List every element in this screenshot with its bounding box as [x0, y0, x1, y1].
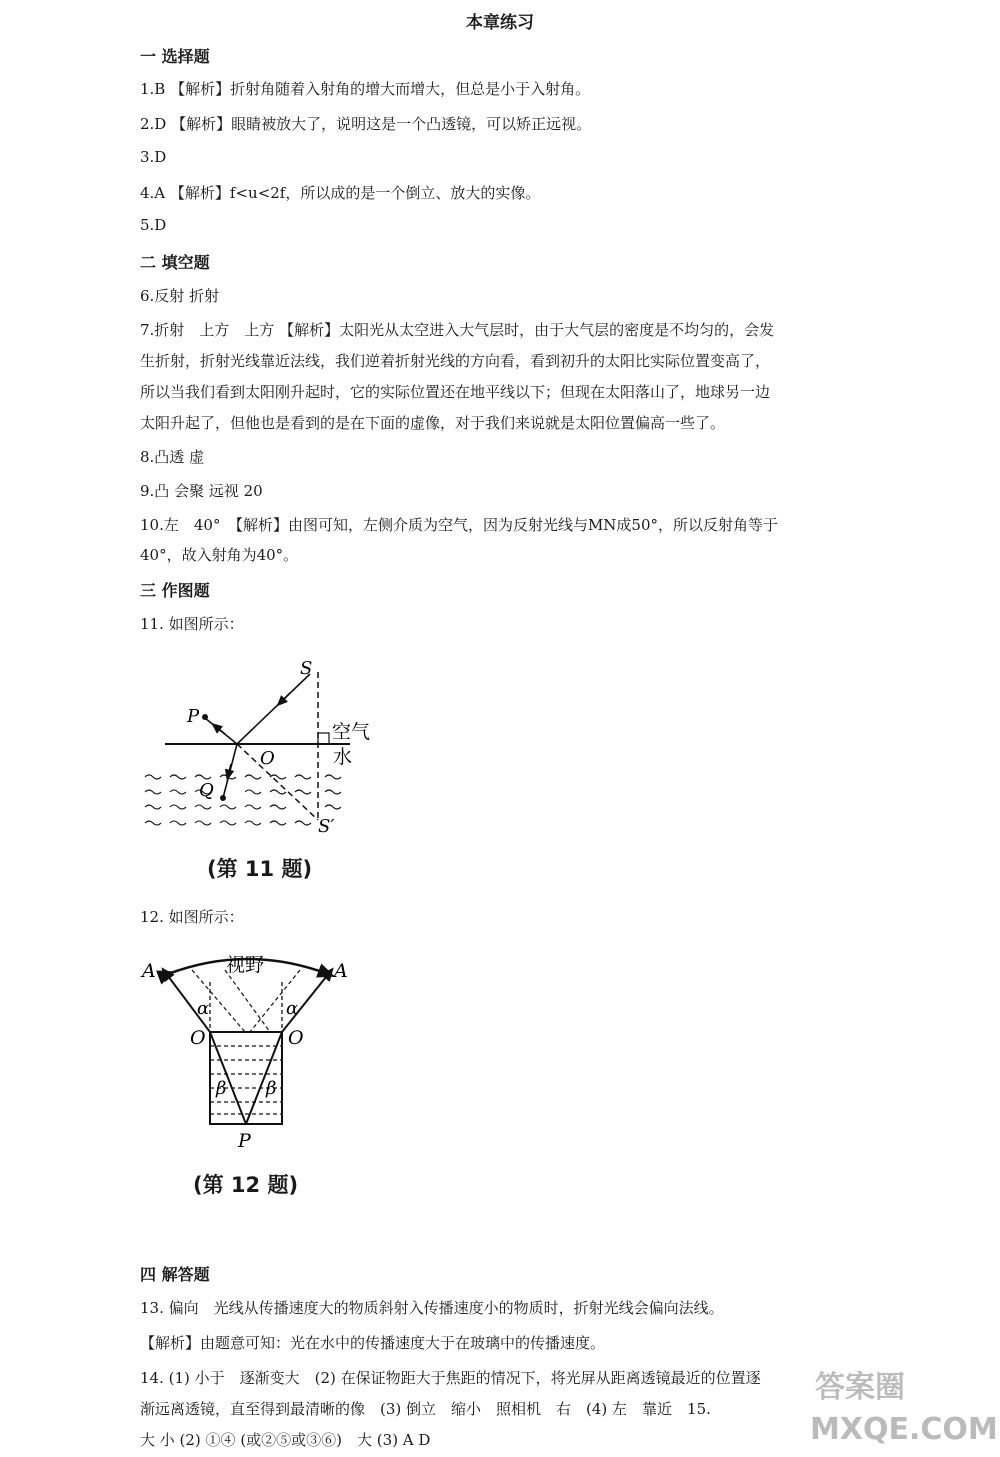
label-S: S	[300, 658, 313, 679]
section-heading-drawing: 三 作图题	[140, 581, 210, 600]
answer-line: 12. 如图所示：	[140, 908, 244, 926]
answer-line: 大 小 (2) ①④ (或②⑤或③⑥) 大 (3) A D	[140, 1431, 431, 1449]
label-alpha-right: α	[286, 998, 299, 1019]
label-P: P	[238, 1130, 251, 1152]
virtual-ray-dashed	[237, 744, 318, 820]
figure-12-diagram	[130, 950, 370, 1160]
answer-line: 所以当我们看到太阳刚升起时，它的实际位置还在地平线以下；但现在太阳落山了，地球另一边	[140, 383, 771, 401]
label-A-left: A	[142, 960, 156, 982]
figure-11-diagram	[140, 650, 380, 840]
answer-line: 渐远离透镜，直至得到最清晰的像 (3) 倒立 缩小 照相机 右 (4) 左 靠近 15.	[140, 1400, 711, 1418]
answer-line: 1.B 【解析】折射角随着入射角的增大而增大，但总是小于入射角。	[140, 80, 591, 98]
answer-line: 7.折射 上方 上方 【解析】太阳光从太空进入大气层时，由于大气层的密度是不均匀的，会发	[140, 321, 775, 339]
answer-line: 2.D 【解析】眼睛被放大了，说明这是一个凸透镜，可以矫正远视。	[140, 115, 592, 133]
answer-line: 3.D	[140, 148, 167, 166]
label-beta-left: β	[216, 1078, 227, 1099]
figure-12-caption: (第 12 题)	[193, 1173, 299, 1197]
label-alpha-left: α	[197, 998, 210, 1019]
incident-ray	[237, 674, 310, 744]
answer-line: 【解析】由题意可知：光在水中的传播速度大于在玻璃中的传播速度。	[140, 1334, 606, 1352]
page-title: 本章练习	[466, 13, 534, 33]
watermark-logo: 答案圈	[815, 1370, 905, 1405]
answer-line: 9.凸 会聚 远视 20	[140, 482, 263, 500]
label-O-right: O	[288, 1027, 304, 1049]
right-angle-mark	[318, 733, 329, 744]
answer-line: 5.D	[140, 216, 167, 234]
figure-11-caption: (第 11 题)	[207, 857, 313, 881]
answer-line: 40°，故入射角为40°。	[140, 546, 299, 564]
label-A-right: A	[334, 960, 348, 982]
label-O: O	[260, 748, 275, 769]
answer-line: 生折射，折射光线靠近法线，我们逆着折射光线的方向看，看到初升的太阳比实际位置变高了，	[140, 352, 771, 370]
incident-arrow	[280, 693, 290, 703]
section-heading-fill: 二 填空题	[140, 253, 210, 272]
label-Q: Q	[199, 780, 214, 801]
label-O-left: O	[190, 1027, 206, 1049]
answer-line: 13. 偏向 光线从传播速度大的物质斜射入传播速度小的物质时，折射光线会偏向法线。	[140, 1299, 724, 1317]
watermark-url: MXQE.COM	[810, 1412, 998, 1447]
answer-line: 8.凸透 虚	[140, 448, 205, 466]
answer-line: 11. 如图所示：	[140, 615, 244, 633]
label-beta-right: β	[266, 1078, 277, 1099]
label-S-prime: S′	[318, 816, 335, 837]
label-view: 视野	[226, 954, 265, 976]
label-water: 水	[333, 746, 353, 768]
answer-line: 6.反射 折射	[140, 287, 220, 305]
water-waves	[145, 775, 341, 825]
label-P: P	[187, 706, 200, 727]
answer-line: 太阳升起了，但他也是看到的是在下面的虚像，对于我们来说就是太阳位置偏高一些了。	[140, 414, 726, 432]
answer-line: 10.左 40° 【解析】由图可知，左侧介质为空气，因为反射光线与MN成50°，所以反射角等于	[140, 516, 779, 534]
section-heading-choice: 一 选择题	[140, 47, 210, 66]
section-heading-answer: 四 解答题	[140, 1265, 210, 1284]
label-air: 空气	[332, 721, 371, 743]
answer-line: 14. (1) 小于 逐渐变大 (2) 在保证物距大于焦距的情况下，将光屏从距离透镜最近的位置逐	[140, 1369, 761, 1387]
answer-line: 4.A 【解析】f<u<2f，所以成的是一个倒立、放大的实像。	[140, 184, 541, 202]
reflected-arrow	[215, 726, 225, 734]
ray-right-water	[246, 1032, 282, 1124]
